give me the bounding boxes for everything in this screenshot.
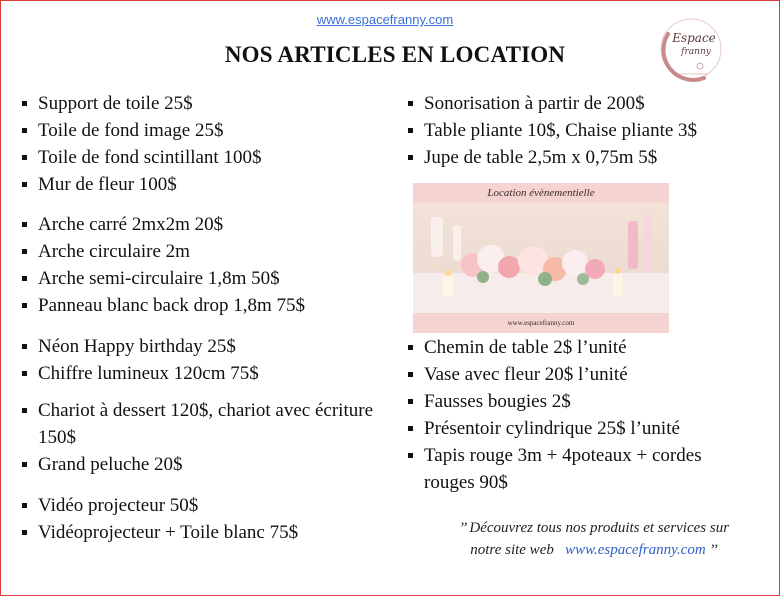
left-list-group-5 [20,492,390,546]
list-item: Arche carré 2mx2m 20$ [20,211,390,238]
left-list-group-4 [20,397,380,478]
left-list-group-3 [20,333,390,387]
espace-franny-logo [656,14,726,84]
list-item: Chemin de table 2$ l’unité [406,334,776,361]
closing-message [414,517,774,561]
list-item: Grand peluche 20$ [20,451,380,478]
list-item: Arche semi-circulaire 1,8m 50$ [20,265,390,292]
page-title: NOS ARTICLES EN LOCATION [224,42,566,67]
list-item: Vidéoprojecteur + Toile blanc 75$ [20,519,390,546]
list-item: Néon Happy birthday 25$ [20,333,390,360]
list-item: Vidéo projecteur 50$ [20,492,390,519]
closing-line-1: Découvrez tous nos produits et services sur [469,520,730,536]
logo-text-line1: Espace [672,31,716,45]
right-list-group-2 [406,334,776,496]
list-item: Chiffre lumineux 120cm 75$ [20,360,390,387]
photo-caption: Location évènementielle [487,187,595,199]
list-item: Toile de fond image 25$ [20,117,390,144]
list-item: Présentoir cylindrique 25$ l’unité [406,415,776,442]
closing-site-link[interactable]: www.espacefranny.com [565,542,706,558]
left-list-group-2 [20,211,390,319]
list-item: Support de toile 25$ [20,90,390,117]
logo-text-line2: franny [681,47,711,57]
list-item: Table pliante 10$, Chaise pliante 3$ [406,117,776,144]
list-item: Toile de fond scintillant 100$ [20,144,390,171]
list-item: Chariot à dessert 120$, chariot avec écriture 150$ [20,397,380,451]
list-item: Vase avec fleur 20$ l’unité [406,361,776,388]
site-url-link[interactable]: www.espacefranny.com [316,12,454,27]
table-decor-illustration [413,203,669,313]
list-item: Sonorisation à partir de 200$ [406,90,776,117]
list-item: Arche circulaire 2m [20,238,390,265]
list-item: Mur de fleur 100$ [20,171,390,198]
photo-url: www.espacefranny.com [507,319,575,327]
quote-close: ’’ [709,542,718,558]
closing-prefix: notre site web [470,542,554,558]
event-table-photo [413,183,669,333]
right-list-group-1 [406,90,776,171]
list-item: Jupe de table 2,5m x 0,75m 5$ [406,144,776,171]
list-item: Tapis rouge 3m + 4poteaux + cordes rouges 90$ [406,442,724,496]
left-list-group-1 [20,90,390,198]
quote-open: ’’ [458,520,466,536]
list-item: Fausses bougies 2$ [406,388,776,415]
list-item: Panneau blanc back drop 1,8m 75$ [20,292,390,319]
